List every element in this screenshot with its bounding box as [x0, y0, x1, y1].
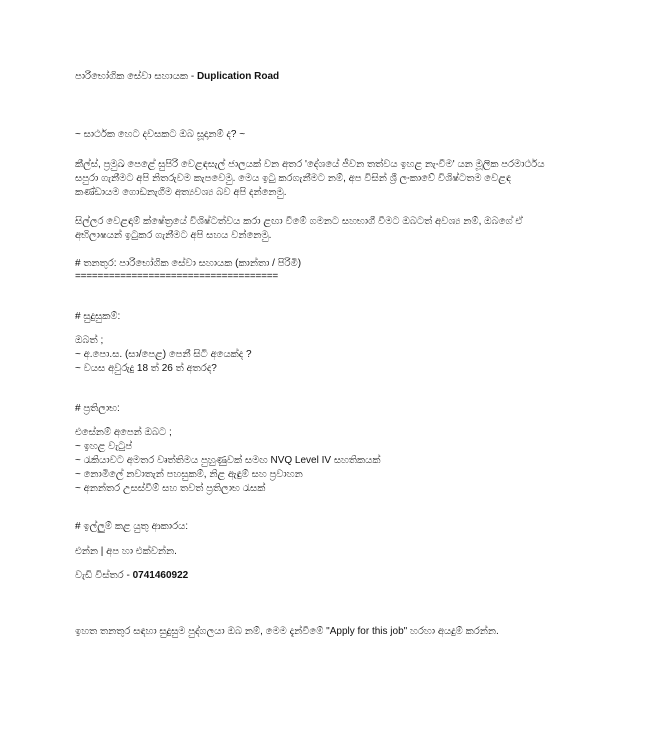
qualifications-heading: # සුදුසුකම්: [75, 311, 121, 322]
paragraph-1-line-2: සපුරා ගැනීමට අපි නිතරුවම කැපවෙමු. මෙය ඉටු කරගැනීමට නම්, අප විසින් ශ්‍රී ලංකාවේ විශිෂ්ටතම වෙළඳ [75, 173, 512, 184]
contact-line [75, 569, 188, 582]
separator: ==================================== [75, 271, 279, 282]
footer-instruction: ඉහත තනතුර සඳහා සුදුසුම පුද්ගලයා ඔබ නම්, මෙම දැන්වීමේ "Apply for this job" හරහා අයදුම් කරන්න. [75, 626, 499, 637]
qualifications-intro: ඔබත් ; [75, 335, 104, 346]
job-heading: # තනතුර: පාරිභෝගික සේවා සහායක (කාන්තා / පිරිමි) [75, 258, 302, 269]
benefits-heading: # ප්‍රතිලාභ: [75, 403, 120, 414]
contact-phone[interactable]: 0741460922 [132, 570, 189, 581]
title-location: Duplication Road [196, 71, 280, 82]
intro-question: ~ සාර්ථක හෙට දවසකට ඔබ සූදානම් ද? ~ [75, 129, 246, 140]
paragraph-2-line-2: අභිලාෂයන් ඉටුකර ගැනීමට අපි සහය වන්නෙමු. [75, 230, 272, 241]
paragraph-2-line-1: සිල්ලර වෙළඳාම් ක්ෂේත්‍රයේ විශිෂ්ටත්වය කරා ළඟා වීමේ ගමනට සහභාගී වීමට ඔබටත් අවශ්‍ය නම්, ඔබගේ ඒ [75, 216, 523, 227]
qualification-item: ~ අ.පො.ස. (සා/පෙළ) පෙනී සිටි අයෙක්ද ? [75, 349, 252, 360]
benefit-item: ~ ඉහළ වැටුප් [75, 441, 133, 452]
paragraph-1-line-3: කණ්ඩායම ගොඩනැගීම අත්‍යවශ්‍ය බව අපි දන්නෙමු. [75, 187, 287, 198]
qualification-item: ~ වයස අවුරුදු 18 ත් 26 ත් අතරද? [75, 363, 217, 374]
contact-label: වැඩි විස්තර - [75, 570, 133, 581]
benefits-intro: එසේනම් අපෙන් ඔබට ; [75, 427, 172, 438]
title-sinhala: පාරිභෝගික සේවා සහායක - [75, 71, 197, 82]
apply-text: එන්න | අප හා එක්වන්න. [75, 546, 177, 557]
benefit-item: ~ නොමිලේ නවාතැන් පහසුකම්, නිළ ඇඳුම් සහ ප්‍රවාහන [75, 469, 303, 480]
benefit-item: ~ රැකියාවට අමතර වෘත්තිමය පුහුණුවක් සමඟ NVQ Level IV සහතිකයක් [75, 455, 381, 466]
benefit-item: ~ අනන්තර උසස්වීම් සහ තවත් ප්‍රතිලාභ රැසක් [75, 483, 266, 494]
apply-heading: # ඉල්ලුම් කළ යුතු ආකාරය: [75, 521, 189, 532]
page-title [75, 70, 279, 83]
paragraph-1-line-1: කීල්ස්, ප්‍රමුඛ පෙළේ සුපිරි වෙළඳසැල් ජාලයක් වන අතර 'දේශයේ ජීවන තත්වය ඉහළ නැංවීම' යන මූලික පරමාර්ථය [75, 159, 545, 170]
